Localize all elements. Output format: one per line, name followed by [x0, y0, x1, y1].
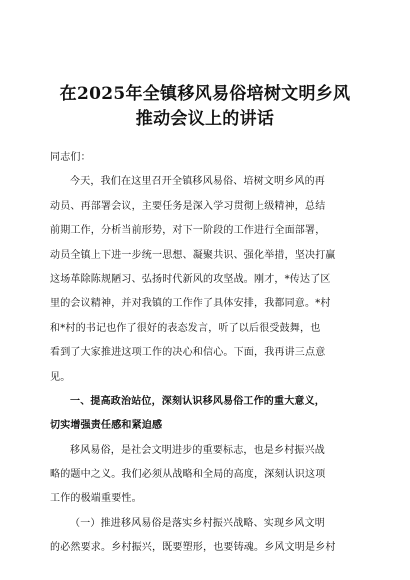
- paragraph-line: 看到了大家推进这项工作的决心和信心。下面，我再讲三点意: [50, 347, 326, 359]
- paragraph-line: 前期工作，分析当前形势，对下一阶段的工作进行全面部署，: [50, 225, 326, 237]
- section-heading-line: 一、提高政治站位，深刻认识移风易俗工作的重大意义，: [70, 395, 325, 407]
- title-line: 在2025年全镇移风易俗培树文明乡风: [59, 84, 351, 104]
- paragraph-line: 今天，我们在这里召开全镇移风易俗、培树文明乡风的再: [70, 176, 325, 188]
- greeting: 同志们：: [50, 152, 91, 163]
- section-heading-line: 切实增强责任感和紧迫感: [50, 420, 163, 432]
- document-body: [50, 146, 366, 561]
- title-line: 推动会议上的讲话: [135, 109, 275, 129]
- paragraph-line: 动员、再部署会议，主要任务是深入学习贯彻上级精神，总结: [50, 200, 326, 212]
- document-title: [30, 82, 380, 132]
- paragraph-line: 和*村的书记也作了很好的表态发言，听了以后很受鼓舞，也: [50, 322, 321, 334]
- paragraph-line: 动员全镇上下进一步统一思想、凝聚共识、强化举措，坚决打赢: [50, 249, 336, 261]
- paragraph-line: 略的题中之义。我们必须从战略和全局的高度，深刻认识这项: [50, 469, 326, 481]
- paragraph-line: 工作的极端重要性。: [50, 493, 142, 505]
- paragraph-line: 这场革除陈规陋习、弘扬时代新风的攻坚战。刚才，*传达了区: [50, 273, 331, 285]
- paragraph-line: 的必然要求。乡村振兴，既要塑形，也要铸魂。乡风文明是乡村: [50, 542, 336, 554]
- paragraph-line: 里的会议精神，并对我镇的工作作了具体安排，我都同意。*村: [50, 298, 331, 310]
- paragraph-line: 见。: [50, 371, 71, 383]
- paragraph-line: 移风易俗，是社会文明进步的重要标志，也是乡村振兴战: [70, 444, 325, 456]
- paragraph-line: （一）推进移风易俗是落实乡村振兴战略、实现乡风文明: [70, 517, 325, 529]
